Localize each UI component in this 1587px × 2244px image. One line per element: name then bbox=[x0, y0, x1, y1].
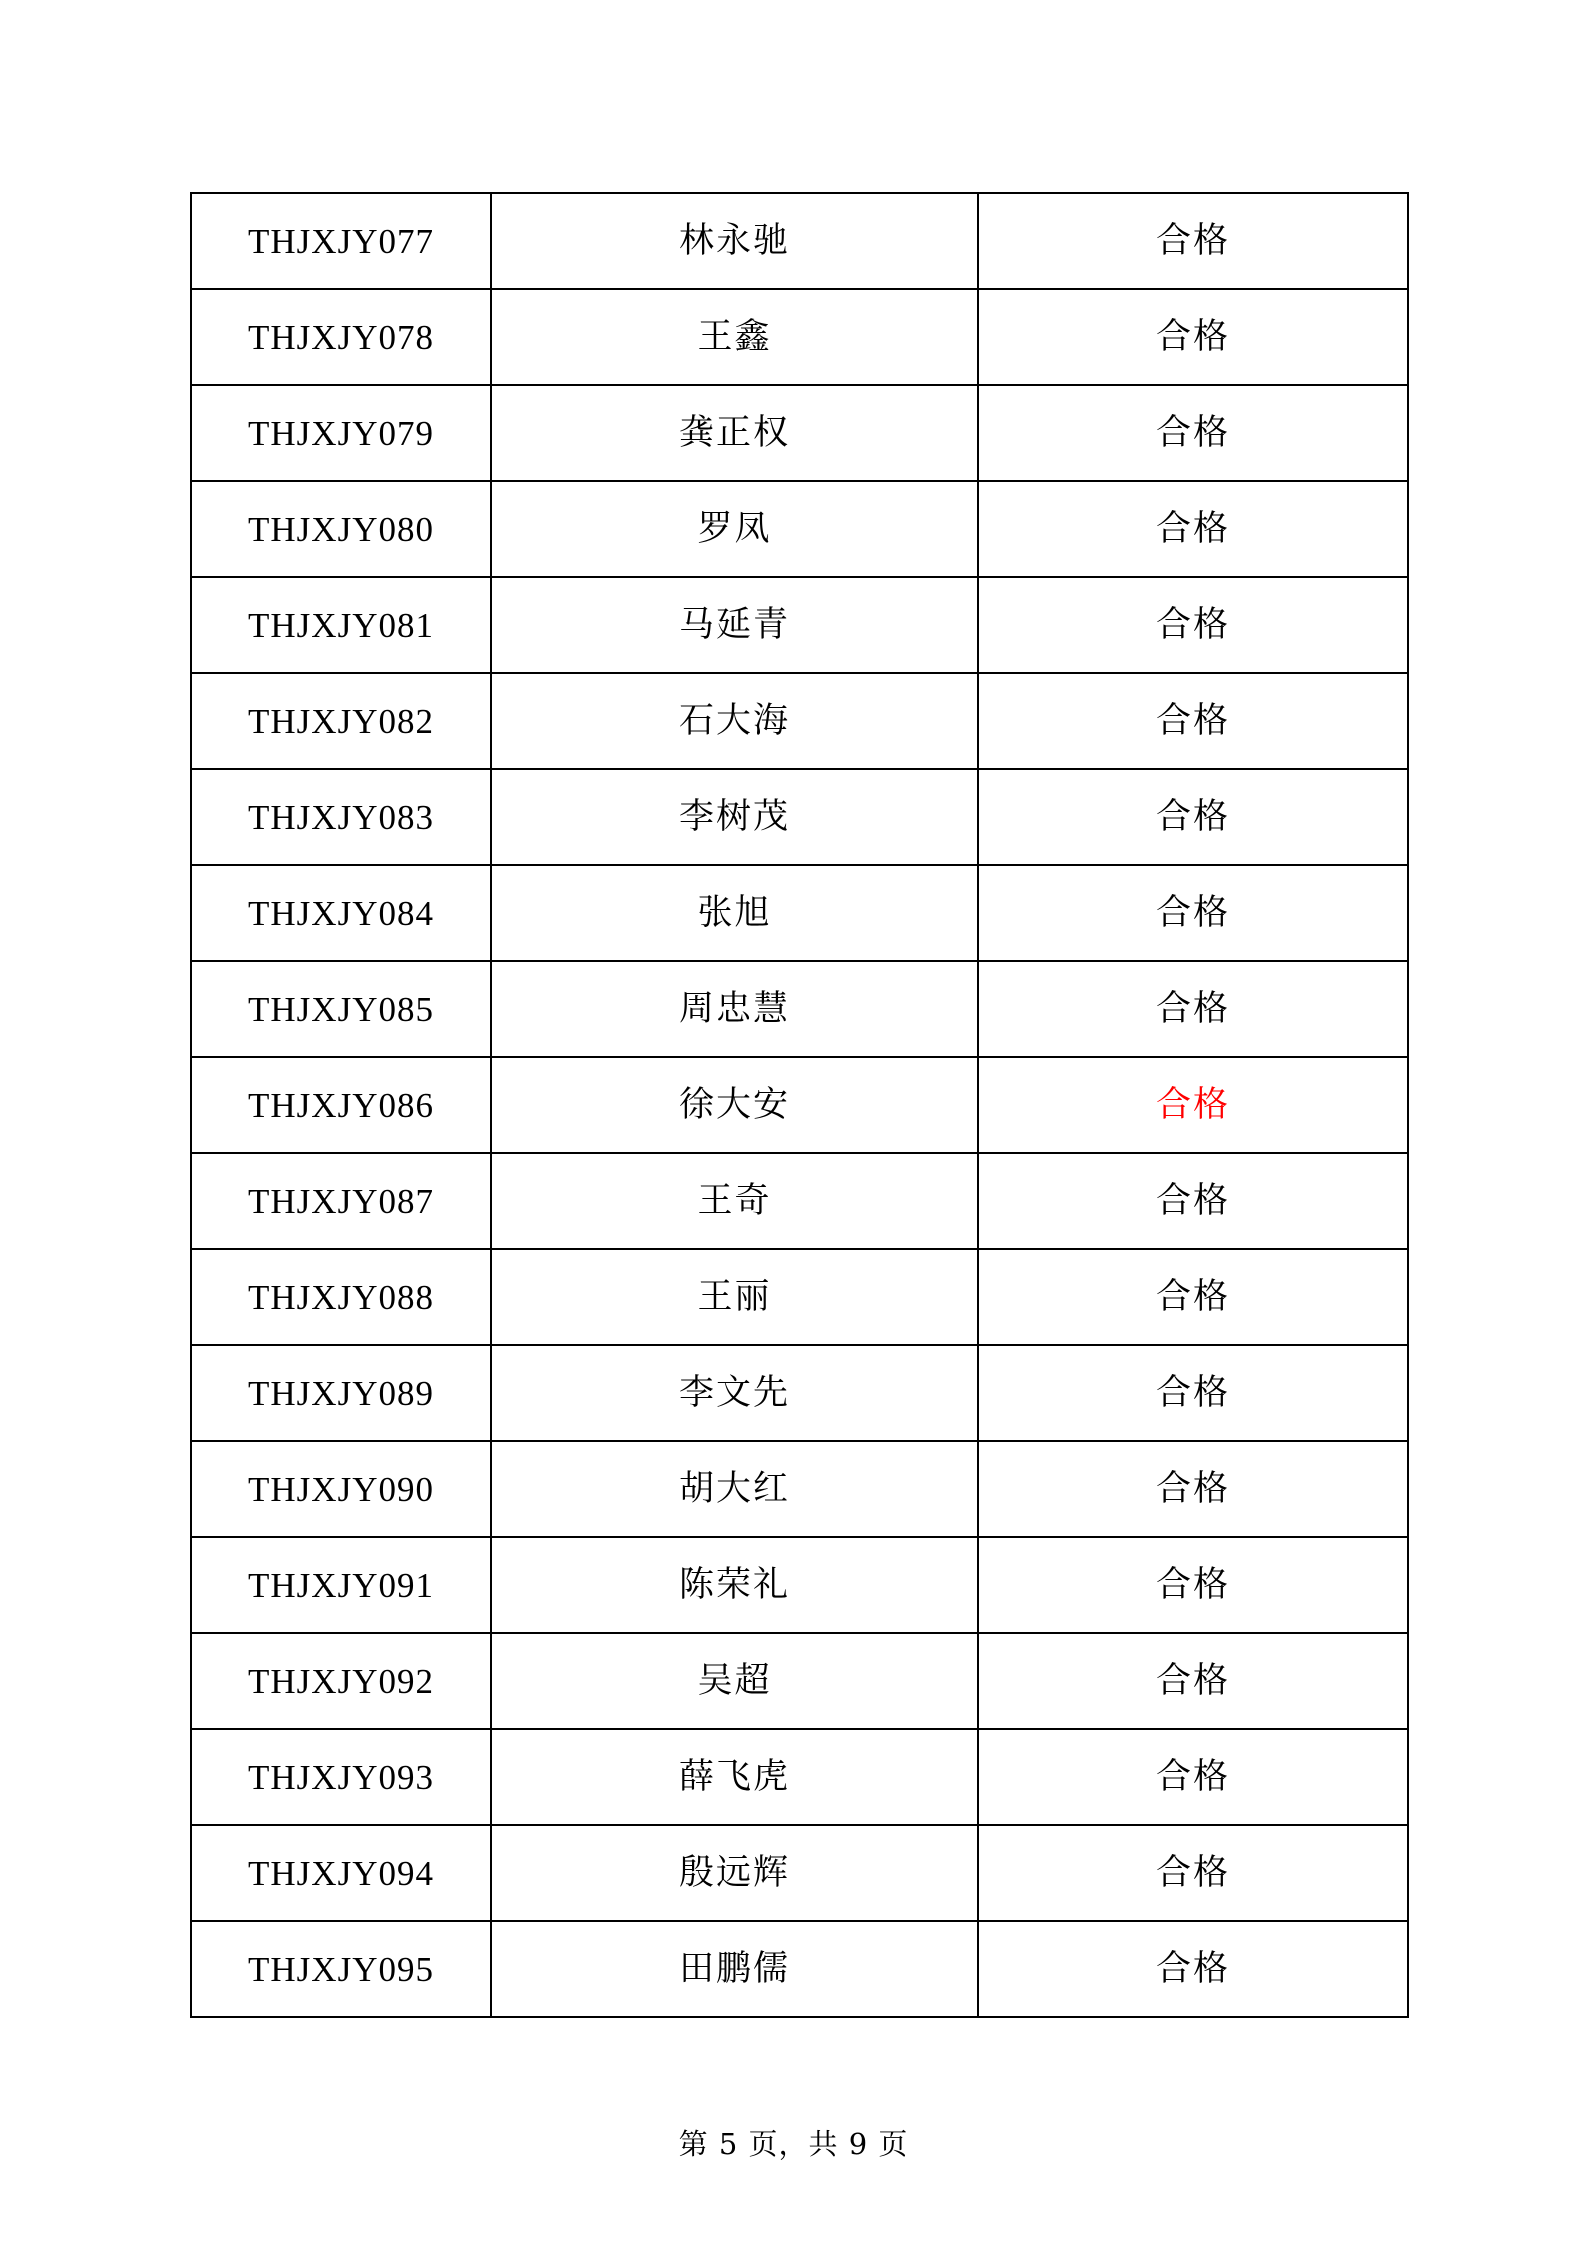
cell-result: 合格 bbox=[978, 481, 1408, 577]
cell-result: 合格 bbox=[978, 1249, 1408, 1345]
table-row bbox=[191, 1441, 1408, 1537]
table-row bbox=[191, 289, 1408, 385]
results-table bbox=[190, 192, 1409, 2018]
cell-candidate-name: 罗凤 bbox=[491, 481, 978, 577]
cell-candidate-name: 殷远辉 bbox=[491, 1825, 978, 1921]
cell-candidate-name: 石大海 bbox=[491, 673, 978, 769]
cell-candidate-name: 王丽 bbox=[491, 1249, 978, 1345]
cell-exam-id: THJXJY088 bbox=[191, 1249, 491, 1345]
cell-candidate-name: 徐大安 bbox=[491, 1057, 978, 1153]
cell-exam-id: THJXJY081 bbox=[191, 577, 491, 673]
results-table-body bbox=[191, 193, 1408, 2017]
cell-result: 合格 bbox=[978, 385, 1408, 481]
cell-result: 合格 bbox=[978, 1921, 1408, 2017]
cell-result: 合格 bbox=[978, 193, 1408, 289]
cell-result: 合格 bbox=[978, 289, 1408, 385]
cell-result: 合格 bbox=[978, 673, 1408, 769]
cell-exam-id: THJXJY086 bbox=[191, 1057, 491, 1153]
cell-result: 合格 bbox=[978, 1345, 1408, 1441]
cell-result: 合格 bbox=[978, 1633, 1408, 1729]
table-row bbox=[191, 769, 1408, 865]
cell-candidate-name: 陈荣礼 bbox=[491, 1537, 978, 1633]
cell-exam-id: THJXJY090 bbox=[191, 1441, 491, 1537]
cell-candidate-name: 周忠慧 bbox=[491, 961, 978, 1057]
table-row bbox=[191, 385, 1408, 481]
cell-exam-id: THJXJY093 bbox=[191, 1729, 491, 1825]
cell-result: 合格 bbox=[978, 1441, 1408, 1537]
cell-candidate-name: 薛飞虎 bbox=[491, 1729, 978, 1825]
cell-exam-id: THJXJY089 bbox=[191, 1345, 491, 1441]
cell-candidate-name: 马延青 bbox=[491, 577, 978, 673]
cell-exam-id: THJXJY082 bbox=[191, 673, 491, 769]
cell-result: 合格 bbox=[978, 1729, 1408, 1825]
cell-candidate-name: 王奇 bbox=[491, 1153, 978, 1249]
cell-result: 合格 bbox=[978, 769, 1408, 865]
table-row bbox=[191, 673, 1408, 769]
table-row bbox=[191, 193, 1408, 289]
table-row bbox=[191, 865, 1408, 961]
table-row bbox=[191, 1345, 1408, 1441]
cell-result: 合格 bbox=[978, 1537, 1408, 1633]
cell-result: 合格 bbox=[978, 865, 1408, 961]
cell-result: 合格 bbox=[978, 577, 1408, 673]
cell-candidate-name: 李文先 bbox=[491, 1345, 978, 1441]
cell-exam-id: THJXJY083 bbox=[191, 769, 491, 865]
table-row bbox=[191, 961, 1408, 1057]
cell-candidate-name: 林永驰 bbox=[491, 193, 978, 289]
cell-exam-id: THJXJY085 bbox=[191, 961, 491, 1057]
table-row bbox=[191, 1057, 1408, 1153]
table-row bbox=[191, 1729, 1408, 1825]
cell-result: 合格 bbox=[978, 1057, 1408, 1153]
cell-result: 合格 bbox=[978, 1825, 1408, 1921]
table-row bbox=[191, 1537, 1408, 1633]
table-row bbox=[191, 1249, 1408, 1345]
cell-exam-id: THJXJY080 bbox=[191, 481, 491, 577]
table-row bbox=[191, 481, 1408, 577]
cell-candidate-name: 田鹏儒 bbox=[491, 1921, 978, 2017]
table-row bbox=[191, 1921, 1408, 2017]
table-row bbox=[191, 1825, 1408, 1921]
cell-result: 合格 bbox=[978, 1153, 1408, 1249]
table-row bbox=[191, 1633, 1408, 1729]
cell-exam-id: THJXJY091 bbox=[191, 1537, 491, 1633]
cell-exam-id: THJXJY095 bbox=[191, 1921, 491, 2017]
cell-exam-id: THJXJY094 bbox=[191, 1825, 491, 1921]
cell-candidate-name: 王鑫 bbox=[491, 289, 978, 385]
cell-exam-id: THJXJY078 bbox=[191, 289, 491, 385]
cell-exam-id: THJXJY087 bbox=[191, 1153, 491, 1249]
table-row bbox=[191, 1153, 1408, 1249]
cell-exam-id: THJXJY077 bbox=[191, 193, 491, 289]
cell-exam-id: THJXJY092 bbox=[191, 1633, 491, 1729]
cell-candidate-name: 李树茂 bbox=[491, 769, 978, 865]
cell-candidate-name: 张旭 bbox=[491, 865, 978, 961]
table-row bbox=[191, 577, 1408, 673]
page-footer: 第 5 页，共 9 页 bbox=[678, 2127, 909, 2161]
cell-exam-id: THJXJY079 bbox=[191, 385, 491, 481]
cell-result: 合格 bbox=[978, 961, 1408, 1057]
cell-candidate-name: 吴超 bbox=[491, 1633, 978, 1729]
cell-exam-id: THJXJY084 bbox=[191, 865, 491, 961]
cell-candidate-name: 龚正权 bbox=[491, 385, 978, 481]
cell-candidate-name: 胡大红 bbox=[491, 1441, 978, 1537]
